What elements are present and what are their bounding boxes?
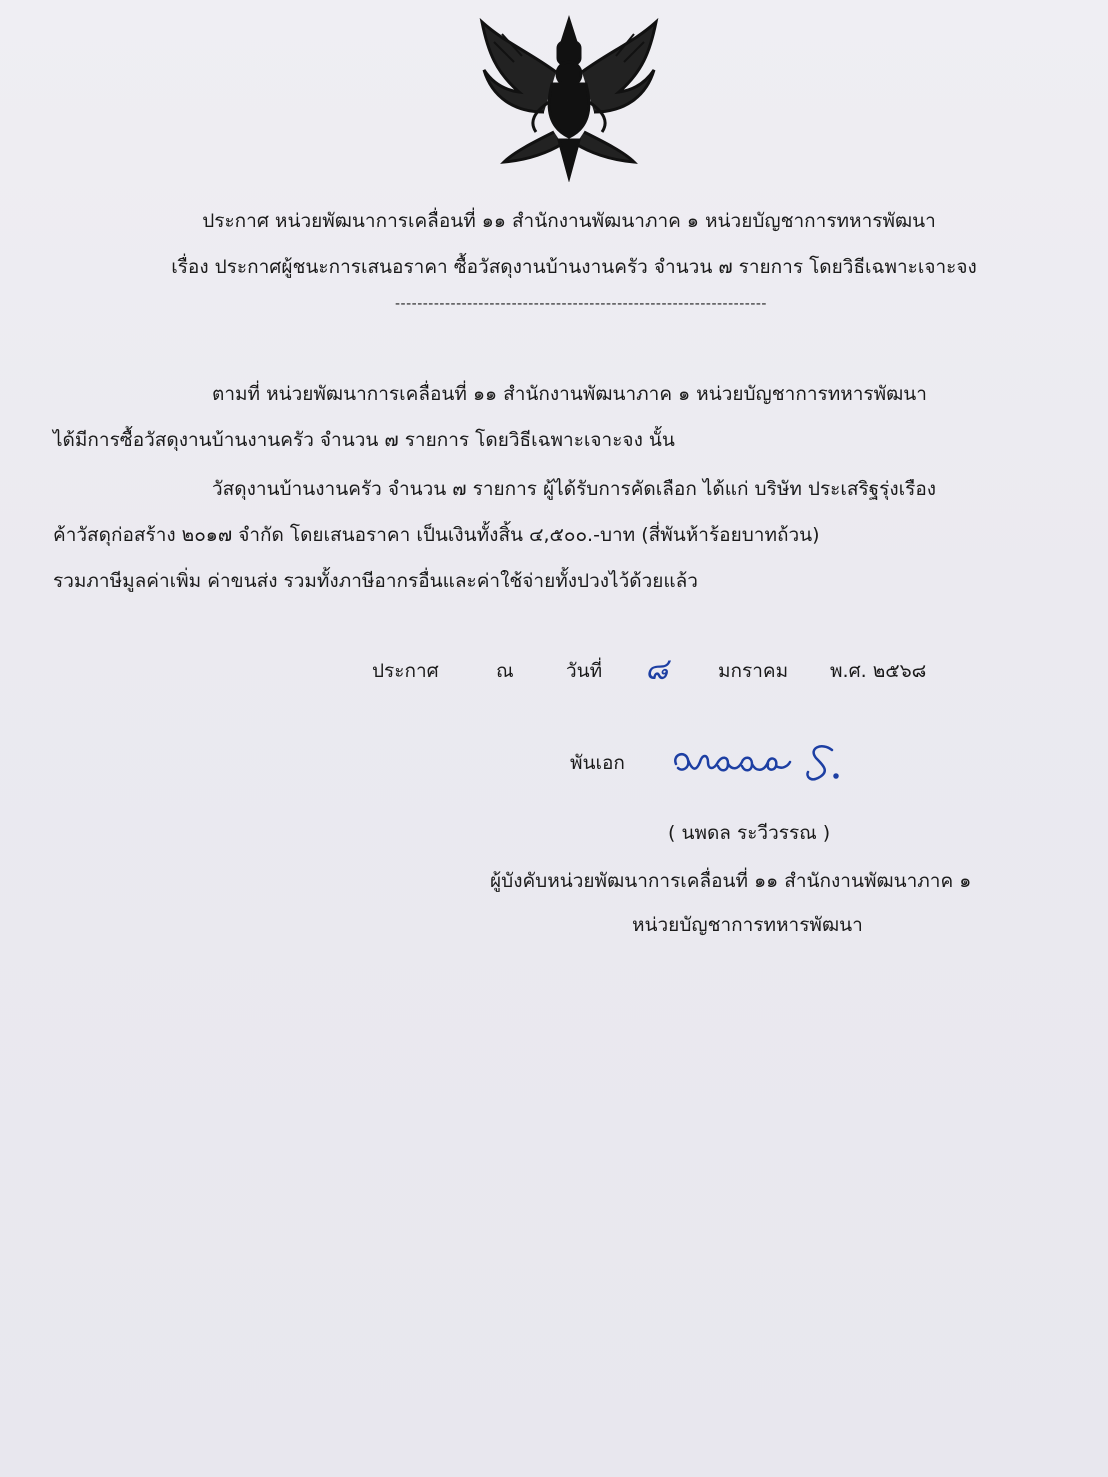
announcement-title: ประกาศ หน่วยพัฒนาการเคลื่อนที่ ๑๑ สำนักงานพัฒนาภาค ๑ หน่วยบัญชาการทหารพัฒนา: [202, 210, 936, 232]
paragraph-1-line-2: ได้มีการซื้อวัสดุงานบ้านงานครัว จำนวน ๗ รายการ โดยวิธีเฉพาะเจาะจง นั้น: [53, 429, 675, 451]
announcement-subject: เรื่อง ประกาศผู้ชนะการเสนอราคา ซื้อวัสดุงานบ้านงานครัว จำนวน ๗ รายการ โดยวิธีเฉพาะเจาะจง: [171, 256, 977, 278]
date-year: พ.ศ. ๒๕๖๘: [830, 660, 927, 682]
date-day-label: วันที่: [566, 660, 603, 682]
date-day-handwritten: ๘: [645, 652, 669, 687]
paragraph-2-line-1: วัสดุงานบ้านงานครัว จำนวน ๗ รายการ ผู้ได้รับการคัดเลือก ได้แก่ บริษัท ประเสริฐรุ่งเรือง: [212, 478, 937, 500]
paragraph-1-line-1: ตามที่ หน่วยพัฒนาการเคลื่อนที่ ๑๑ สำนักงานพัฒนาภาค ๑ หน่วยบัญชาการทหารพัฒนา: [212, 383, 927, 405]
date-label: ประกาศ: [372, 660, 439, 682]
signer-position-line-1: ผู้บังคับหน่วยพัฒนาการเคลื่อนที่ ๑๑ สำนักงานพัฒนาภาค ๑: [490, 870, 972, 892]
date-at: ณ: [496, 660, 514, 682]
signer-position-line-2: หน่วยบัญชาการทหารพัฒนา: [632, 914, 863, 936]
garuda-emblem-icon: [474, 12, 664, 182]
signer-rank: พันเอก: [570, 752, 625, 774]
handwritten-signature: [668, 732, 848, 792]
date-month: มกราคม: [718, 660, 789, 682]
paragraph-2-line-2: ค้าวัสดุก่อสร้าง ๒๐๑๗ จำกัด โดยเสนอราคา เป็นเงินทั้งสิ้น ๔,๕๐๐.-บาท (สี่พันห้าร้อยบาทถ้วน): [53, 524, 820, 546]
header-separator: -------------------------------------------------------------------: [395, 296, 767, 312]
signer-name: ( นพดล ระวีวรรณ ): [668, 822, 831, 844]
paragraph-2-line-3: รวมภาษีมูลค่าเพิ่ม ค่าขนส่ง รวมทั้งภาษีอากรอื่นและค่าใช้จ่ายทั้งปวงไว้ด้วยแล้ว: [53, 570, 698, 592]
